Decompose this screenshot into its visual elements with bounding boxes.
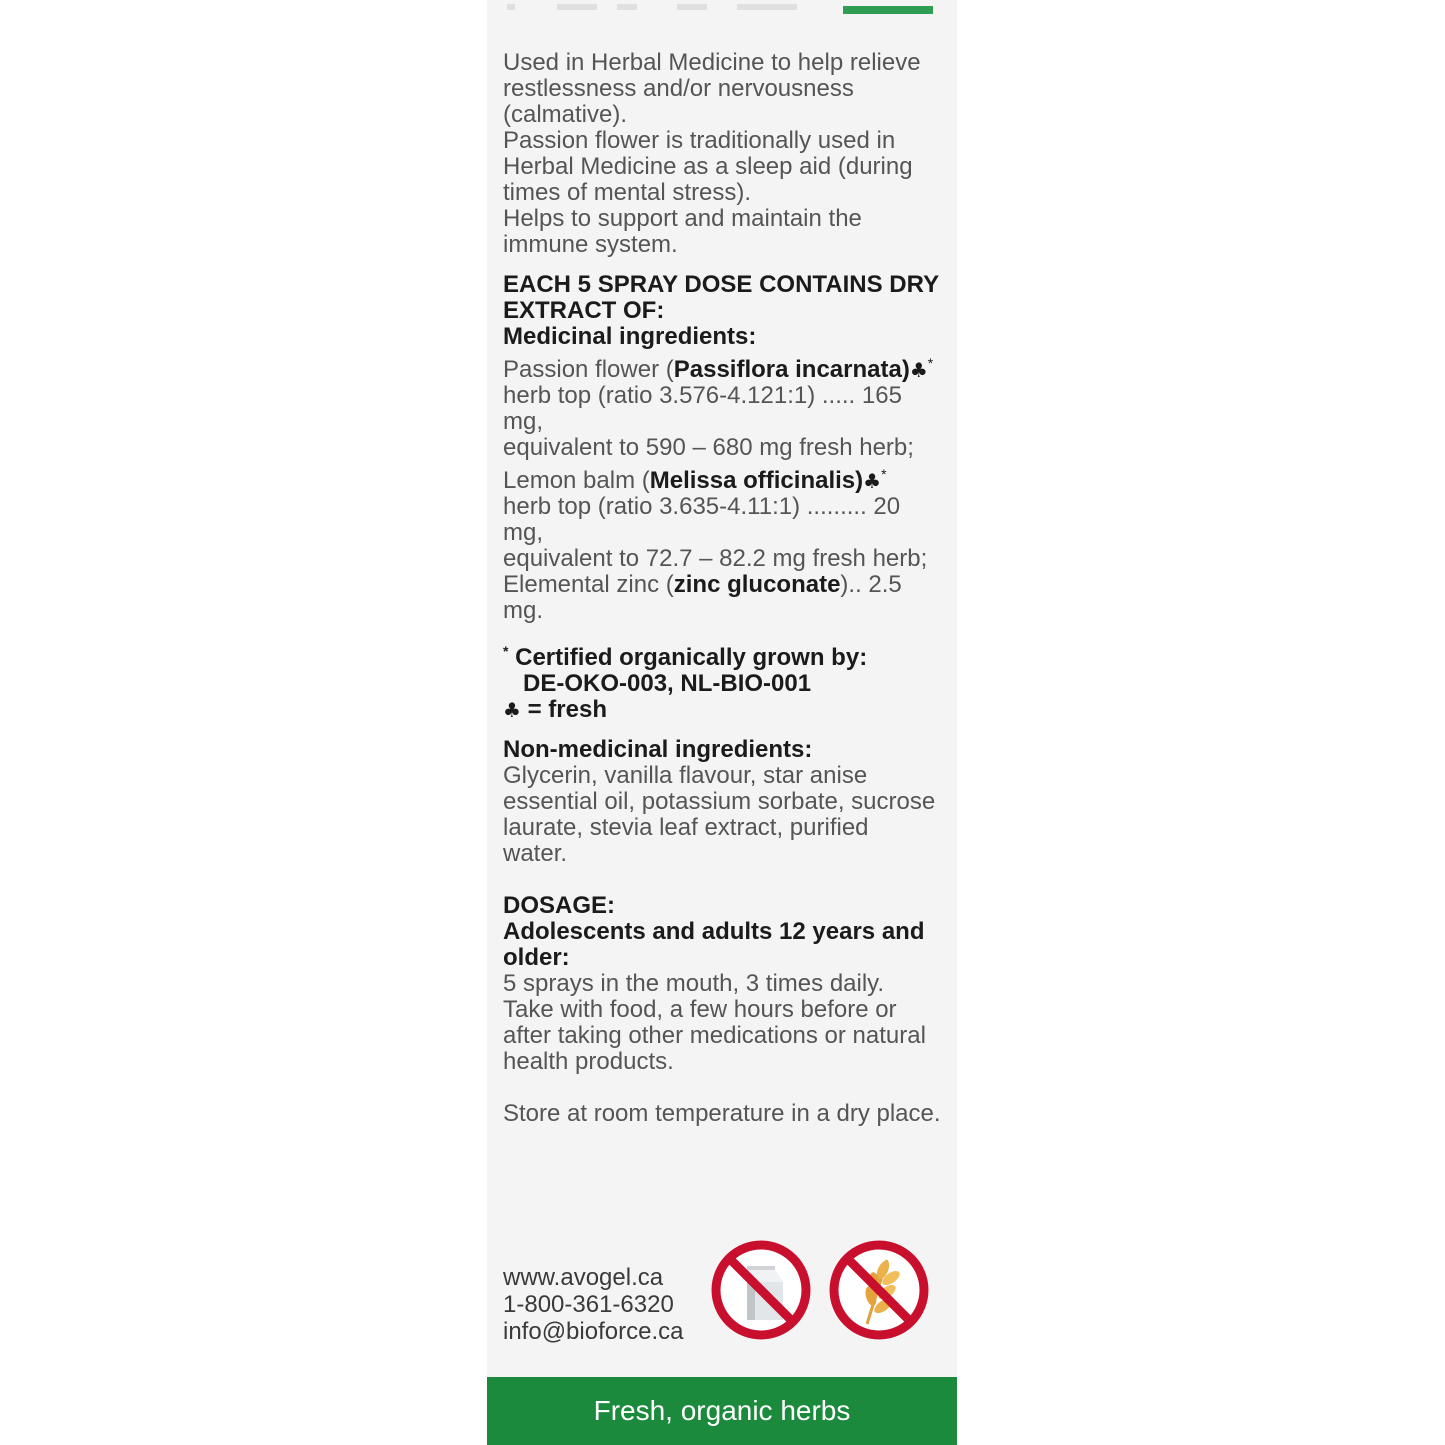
fresh-legend-text: = fresh [520,696,607,723]
ingredients-heading: EACH 5 SPRAY DOSE CONTAINS DRY [503,271,940,298]
top-mark [737,4,797,10]
passion-latin-name: Passiflora incarnata [673,356,902,383]
zinc-compound: zinc gluconate [673,571,841,598]
uses-line: Herbal Medicine as a sleep aid (during [503,153,913,180]
website-link[interactable]: www.avogel.ca [503,1264,664,1291]
zinc-amount: ).. 2.5 mg. [503,571,902,624]
passion-herb-line: herb top (ratio 3.576-4.121:1) ..... 165 mg, [503,382,902,435]
ingredients-heading: EXTRACT OF: [503,297,665,324]
dosage-heading: DOSAGE: [503,892,616,919]
asterisk-mark: * [503,643,509,659]
lemon-common-name: Lemon balm ( [503,467,650,494]
dosage-line: health products. [503,1048,674,1075]
certification-line [503,638,943,671]
non-medicinal-line: Glycerin, vanilla flavour, star anise [503,762,868,789]
passion-flower-line [503,350,943,383]
club-icon: ♣ [863,469,882,493]
uses-line: (calmative). [503,101,628,128]
dosage-line: after taking other medications or natural [503,1022,926,1049]
zinc-prefix: Elemental zinc ( [503,571,674,598]
footer-banner [487,1377,957,1445]
non-medicinal-heading: Non-medicinal ingredients: [503,736,813,763]
lemon-equiv-line: equivalent to 72.7 – 82.2 mg fresh herb; [503,545,928,572]
asterisk-mark: * [881,466,887,482]
product-label-panel [487,0,957,1445]
uses-line: Used in Herbal Medicine to help relieve [503,49,921,76]
non-medicinal-line: essential oil, potassium sorbate, sucrose [503,788,936,815]
dosage-group: Adolescents and adults 12 years and [503,918,925,945]
label-body-text [503,50,943,1127]
top-mark [557,4,597,10]
uses-line: Helps to support and maintain the [503,205,862,232]
no-gluten-icon [827,1238,931,1342]
ingredients-section [503,272,943,624]
uses-section [503,50,943,258]
certification-codes: DE-OKO-003, NL-BIO-001 [523,670,812,697]
non-medicinal-line: laurate, stevia leaf extract, purified [503,814,869,841]
phone-number: 1-800-361-6320 [503,1291,674,1318]
allergen-badges [709,1238,935,1344]
club-icon: ♣ [503,698,521,722]
passion-equiv-line: equivalent to 590 – 680 mg fresh herb; [503,434,914,461]
top-mark [507,4,515,10]
dosage-line: 5 sprays in the mouth, 3 times daily. [503,970,885,997]
medicinal-heading: Medicinal ingredients: [503,323,757,350]
top-edge-marks [487,0,957,18]
dosage-section [503,893,943,1075]
non-medicinal-line: water. [503,840,568,867]
dosage-group: older: [503,944,570,971]
email-address[interactable]: info@bioforce.ca [503,1318,684,1345]
lemon-balm-line [503,461,943,494]
passion-common-name: Passion flower ( [503,356,674,383]
lemon-herb-line: herb top (ratio 3.635-4.11:1) ......... 20 mg, [503,493,901,546]
uses-line: Passion flower is traditionally used in [503,127,896,154]
no-dairy-icon [709,1238,813,1342]
uses-line: times of mental stress). [503,179,752,206]
top-mark [677,4,707,10]
dosage-line: Take with food, a few hours before or [503,996,897,1023]
asterisk-mark: * [927,355,934,371]
fresh-legend [503,697,943,723]
zinc-line [503,572,943,624]
club-icon: ♣ [909,358,928,382]
lemon-close: ) [855,467,864,494]
uses-line: immune system. [503,231,678,258]
lemon-latin-name: Melissa officinalis [649,467,856,494]
certification-text: Certified organically grown by: [515,644,868,671]
storage-instruction: Store at room temperature in a dry place. [503,1100,941,1127]
contact-info [503,1264,723,1345]
top-green-mark [843,6,933,14]
passion-close: ) [901,356,910,383]
non-medicinal-section [503,737,943,867]
certification-section [503,638,943,723]
top-mark [617,4,637,10]
footer-tagline: Fresh, organic herbs [593,1395,851,1426]
uses-line: restlessness and/or nervousness [503,75,854,102]
